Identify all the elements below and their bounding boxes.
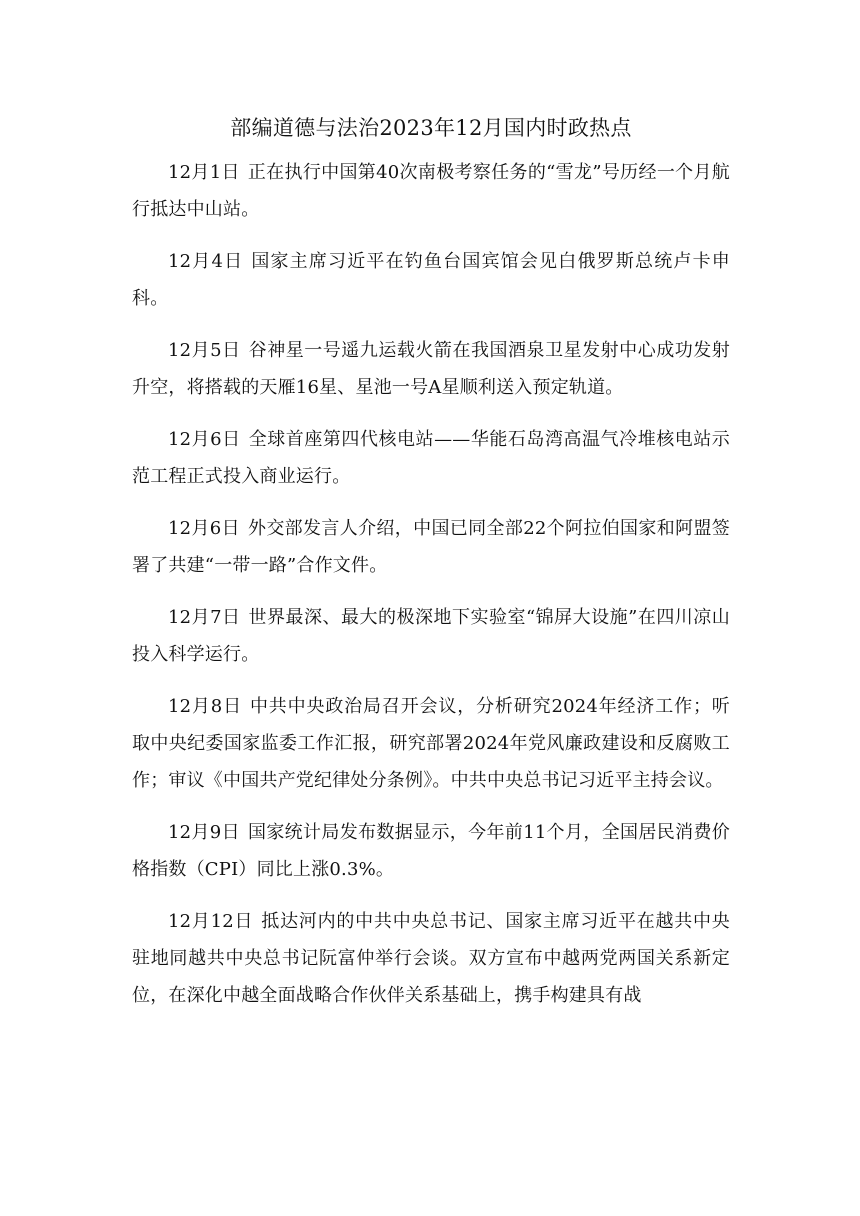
news-entry: [132, 903, 730, 1014]
entry-text: 谷神星一号遥九运载火箭在我国酒泉卫星发射中心成功发射升空，将搭载的天雁16星、星池一号A星顺利送入预定轨道。: [132, 340, 731, 398]
entry-date: 12月8日: [168, 696, 242, 717]
entry-date: 12月7日: [168, 607, 241, 628]
news-entry: [132, 814, 730, 888]
entry-date: 12月6日: [168, 429, 241, 450]
news-entry: [132, 688, 730, 799]
document-body: [132, 110, 730, 1029]
news-entry: [132, 154, 730, 228]
document-title: 部编道德与法治2023年12月国内时政热点: [230, 116, 632, 140]
entry-text: 抵达河内的中共中央总书记、国家主席习近平在越共中央驻地同越共中央总书记阮富仲举行会谈。双方宣布中越两党两国关系新定位，在深化中越全面战略合作伙伴关系基础上，携手构建具有战: [132, 911, 730, 1006]
entry-date: 12月9日: [168, 822, 240, 843]
news-entry: [132, 243, 730, 317]
news-entry: [132, 332, 730, 406]
entry-text: 国家主席习近平在钓鱼台国宾馆会见白俄罗斯总统卢卡申科。: [132, 251, 731, 309]
entry-text: 正在执行中国第40次南极考察任务的“雪龙”号历经一个月航行抵达中山站。: [132, 162, 731, 220]
entry-date: 12月12日: [168, 911, 254, 932]
entry-text: 国家统计局发布数据显示，今年前11个月，全国居民消费价格指数（CPI）同比上涨0.3%。: [132, 822, 731, 880]
entry-text: 外交部发言人介绍，中国已同全部22个阿拉伯国家和阿盟签署了共建“一带一路”合作文件。: [132, 518, 731, 576]
news-entry: [132, 599, 730, 673]
entry-date: 12月4日: [168, 251, 244, 272]
news-entry: [132, 510, 730, 584]
news-entry: [132, 421, 730, 495]
entry-date: 12月6日: [168, 518, 240, 539]
entry-date: 12月5日: [168, 340, 241, 361]
entry-text: 中共中央政治局召开会议，分析研究2024年经济工作；听取中央纪委国家监委工作汇报，研究部署2024年党风廉政建设和反腐败工作；审议《中国共产党纪律处分条例》。中共中央总书记习近平主持会议。: [132, 696, 730, 791]
entry-date: 12月1日: [168, 162, 240, 183]
entry-text: 全球首座第四代核电站——华能石岛湾高温气冷堆核电站示范工程正式投入商业运行。: [132, 429, 731, 487]
entry-text: 世界最深、最大的极深地下实验室“锦屏大设施”在四川凉山投入科学运行。: [132, 607, 730, 665]
